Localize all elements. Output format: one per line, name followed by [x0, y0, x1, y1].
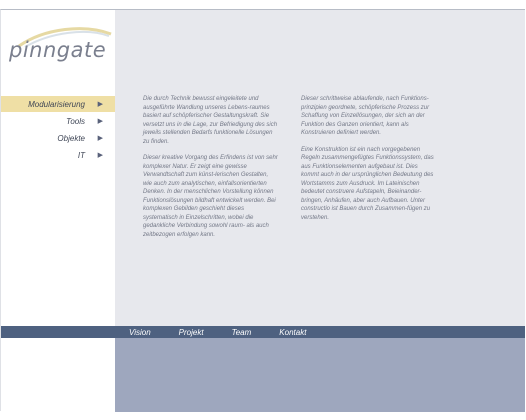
footer-nav: [129, 326, 334, 338]
sidebar-item-label: IT: [77, 150, 85, 160]
sidebar-item-label: Objekte: [57, 133, 85, 143]
sidebar-item-objekte[interactable]: [1, 130, 115, 146]
text-column-right: [301, 95, 436, 230]
sidebar-nav: [1, 96, 115, 164]
paragraph: Die durch Technik bewusst eingeleitete und ausgeführte Wandlung unseres Lebens-raumes basiert auf schöpferischer Gestaltungskraft. Sie versetzt uns in die Lage, zur Befriedigung des sich jeweils stellenden Bedarfs funktionelle Lösungen zu finden.: [143, 96, 278, 145]
paragraph: Eine Konstruktion ist ein nach vorgegebenen Regeln zusammengefügtes Funktionssystem, das aus Funktionselementen aufgebaut ist. Dies kommt auch in der ursprünglichen Bedeutung des Wortstamms zum Ausdruck. Im Lateinischen bedeutet construere Aufstapeln, Beieinander-bringen, Anhäufen, aber auch Aufbauen. Unter constructio ist Bauen durch Zusammen-fügen zu verstehen.: [301, 146, 434, 221]
chevron-right-icon: ▶: [97, 152, 103, 159]
sidebar-item-label: Tools: [66, 116, 85, 126]
sidebar-item-it[interactable]: [1, 147, 115, 163]
footer-right-panel: [115, 338, 525, 412]
paragraph: Dieser schrittweise ablaufende, nach Funktions-prinzipien geordnete, schöpferische Prozess zur Schaffung von Einzellösungen, der sich an der Funktion des Ganzen orientiert, kann als Konstruieren definiert werden.: [301, 96, 430, 136]
page-frame: [0, 9, 525, 411]
chevron-right-icon: ▶: [97, 135, 103, 142]
footer-left-panel: [1, 338, 116, 412]
footer-link-vision[interactable]: Vision: [129, 327, 151, 337]
sidebar: [1, 10, 116, 326]
logo[interactable]: [9, 32, 109, 72]
text-column-left: [143, 95, 278, 247]
chevron-right-icon: ▶: [97, 118, 103, 125]
footer-link-kontakt[interactable]: Kontakt: [279, 327, 307, 337]
footer-link-team[interactable]: Team: [231, 327, 252, 337]
paragraph: Dieser kreative Vorgang des Erfindens ist von sehr komplexer Natur. Er zeigt eine gewisse Verwandtschaft zum künst-lerischen Gestalten, wie auch zum analytischen, einfallsorientierten Denken. In der menschlichen Vorstellung können Funktionslösungen bildhaft entwickelt werden. Bei komplexen Gebilden geschieht dieses systematisch in Einzelschritten, wobei die gedankliche Verbindung sowohl raum- als auch zeitbezogen erfolgen kann.: [143, 155, 278, 238]
logo-text: pinngate: [9, 38, 107, 62]
footer-link-projekt[interactable]: Projekt: [178, 327, 204, 337]
sidebar-item-modularisierung[interactable]: [1, 96, 115, 112]
sidebar-item-tools[interactable]: [1, 113, 115, 129]
sidebar-item-label: Modularisierung: [28, 99, 85, 109]
chevron-right-icon: ▶: [97, 101, 103, 108]
main-content: [115, 10, 525, 326]
